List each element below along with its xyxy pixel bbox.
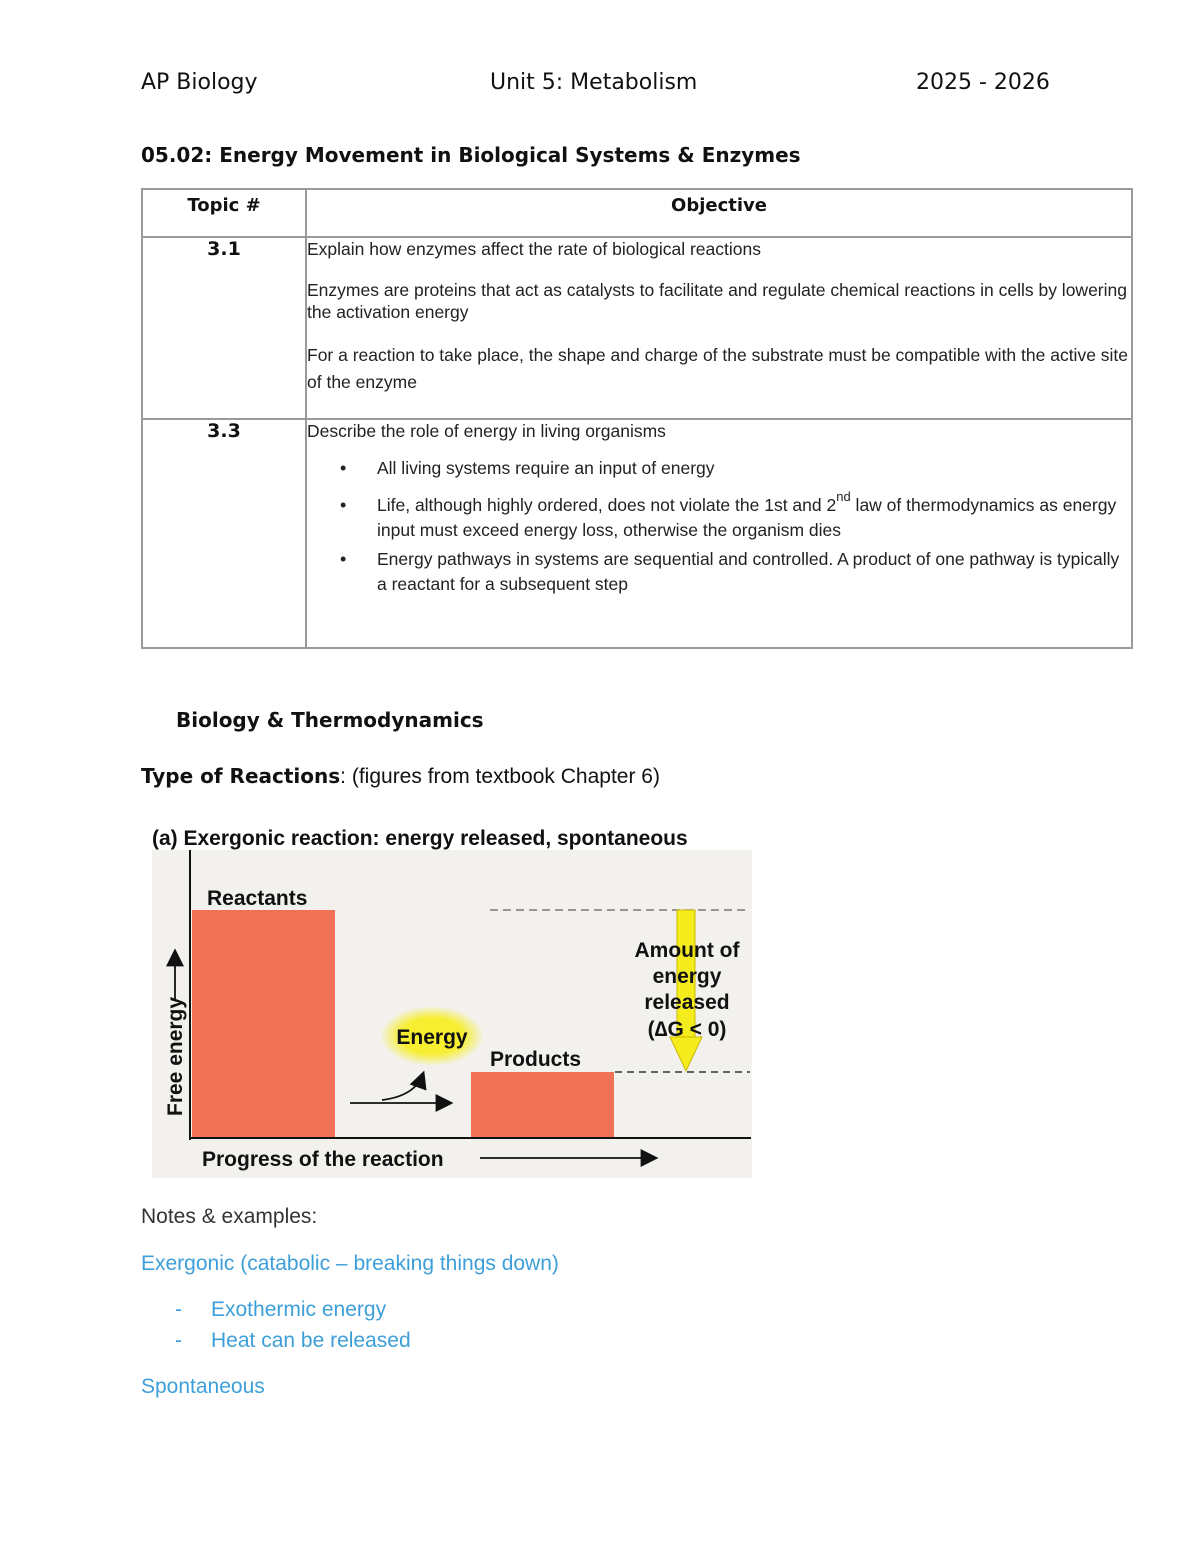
topic-number: 3.1 <box>142 237 306 419</box>
list-item <box>175 1298 386 1322</box>
figure-title: (a) Exergonic reaction: energy released, spontaneous <box>152 827 688 850</box>
x-axis-label: Progress of the reaction <box>202 1148 444 1171</box>
header-year: 2025 - 2026 <box>916 70 1050 95</box>
energy-label: Energy <box>396 1026 468 1049</box>
reactants-label: Reactants <box>207 887 308 910</box>
reaction-types-line <box>141 764 660 789</box>
bullet-text-rest: law of thermodynamics as energy input must exceed energy loss, otherwise the organism dies <box>377 495 1117 540</box>
table-row <box>142 237 1132 419</box>
superscript-nd: nd <box>836 489 851 504</box>
section-heading: Biology & Thermodynamics <box>176 708 484 732</box>
header-topic: Topic # <box>142 189 306 237</box>
list-item <box>377 489 1131 543</box>
products-label: Products <box>490 1048 582 1071</box>
reaction-types-label: Type of Reactions <box>141 764 341 788</box>
amount-label-3: released <box>644 991 730 1014</box>
list-item <box>175 1329 411 1353</box>
list-item <box>377 456 1131 481</box>
bullet-text: Life, although highly ordered, does not violate the 1st and 2 <box>377 495 837 515</box>
header-objective: Objective <box>306 189 1132 237</box>
note-item: Heat can be released <box>211 1329 411 1352</box>
topic-number: 3.3 <box>142 419 306 648</box>
notes-label: Notes & examples: <box>141 1205 318 1228</box>
exergonic-note: Exergonic (catabolic – breaking things down) <box>141 1252 559 1275</box>
spontaneous-note: Spontaneous <box>141 1375 265 1398</box>
objective-line: For a reaction to take place, the shape and charge of the substrate must be compatible with the active site of the enzyme <box>307 345 1129 392</box>
products-bar <box>471 1072 614 1138</box>
header-unit: Unit 5: Metabolism <box>490 70 698 95</box>
reaction-types-rest: : (figures from textbook Chapter 6) <box>340 765 660 788</box>
objective-bullets <box>307 456 1131 597</box>
bullet-text: All living systems require an input of energy <box>377 458 715 478</box>
note-item: Exothermic energy <box>211 1298 387 1321</box>
objectives-table <box>141 188 1133 649</box>
list-item <box>377 547 1131 597</box>
amount-label-1: Amount of <box>634 939 740 962</box>
dash-marker: - <box>175 1298 182 1321</box>
objective-cell <box>306 237 1132 419</box>
objective-cell <box>306 419 1132 648</box>
objective-line: Describe the role of energy in living organisms <box>307 421 666 441</box>
header-course: AP Biology <box>141 70 258 95</box>
objective-line: Enzymes are proteins that act as catalysts to facilitate and regulate chemical reactions in cells by lowering the activation energy <box>307 280 1127 322</box>
exergonic-figure <box>150 820 754 1180</box>
objective-line: Explain how enzymes affect the rate of biological reactions <box>307 239 761 259</box>
reactants-bar <box>192 910 335 1138</box>
amount-label-4: (∆G < 0) <box>647 1018 727 1041</box>
amount-label-2: energy <box>652 965 722 988</box>
table-header-row <box>142 189 1132 237</box>
y-axis-label: Free energy <box>164 996 187 1116</box>
table-row <box>142 419 1132 648</box>
bullet-text: Energy pathways in systems are sequential and controlled. A product of one pathway is typically a reactant for a subsequent step <box>377 549 1120 594</box>
page-title: 05.02: Energy Movement in Biological Systems & Enzymes <box>141 143 801 167</box>
dash-marker: - <box>175 1329 182 1352</box>
